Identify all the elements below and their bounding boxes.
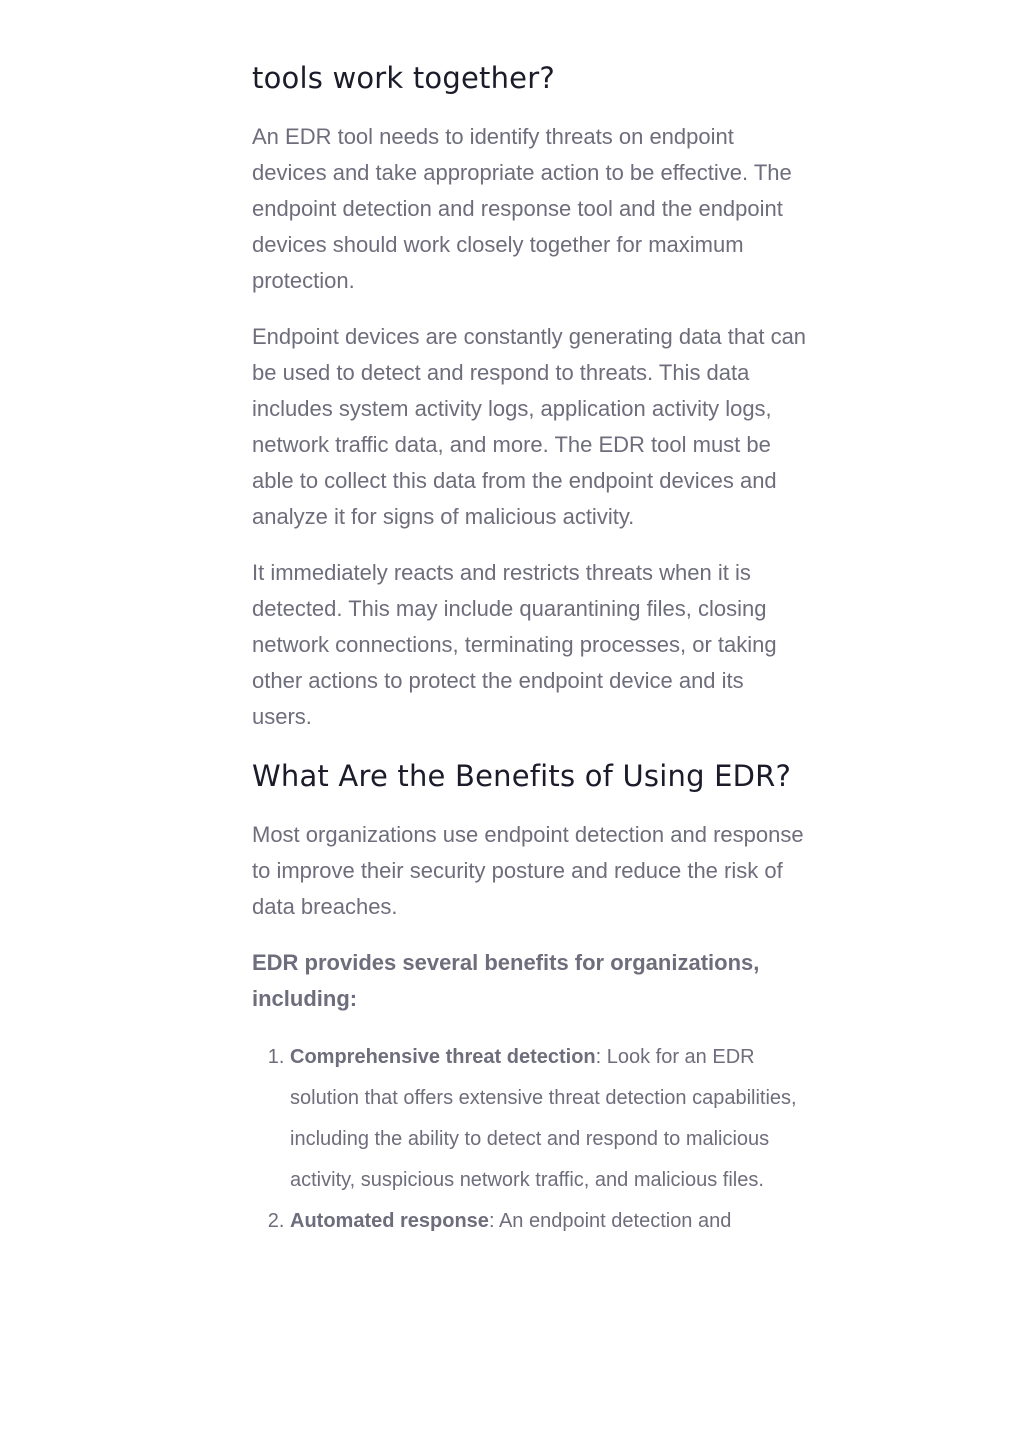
paragraph: An EDR tool needs to identify threats on endpoint devices and take appropriate action to be effective. The endpoint detection and response tool and the endpoint devices should work closely together for maximum protection. [252, 124, 792, 293]
list-item-title: Comprehensive threat detection [290, 1046, 596, 1068]
list-item [290, 1037, 808, 1201]
list-item-text: : Look for an EDR solution that offers extensive threat detection capabilities, including the ability to detect and respond to malicious activity, suspicious network traffic, and malicious files. [290, 1046, 797, 1191]
bold-intro: EDR provides several benefits for organizations, including: [252, 950, 760, 1011]
paragraph: Most organizations use endpoint detection and response to improve their security posture and reduce the risk of data breaches. [252, 822, 804, 919]
list-item-text: : An endpoint detection and [488, 1210, 732, 1232]
article-content [252, 58, 808, 1242]
section-heading-continued: tools work together? [252, 61, 555, 95]
list-item-title: Automated response [290, 1210, 489, 1232]
section-heading-benefits: What Are the Benefits of Using EDR? [252, 759, 792, 793]
list-item [290, 1201, 808, 1242]
benefits-list [252, 1037, 808, 1242]
paragraph: It immediately reacts and restricts threats when it is detected. This may include quarantining files, closing network connections, terminating processes, or taking other actions to protect the endpoint device and its users. [252, 560, 777, 729]
paragraph: Endpoint devices are constantly generating data that can be used to detect and respond to threats. This data includes system activity logs, application activity logs, network traffic data, and more. The EDR tool must be able to collect this data from the endpoint devices and analyze it for signs of malicious activity. [252, 324, 807, 529]
